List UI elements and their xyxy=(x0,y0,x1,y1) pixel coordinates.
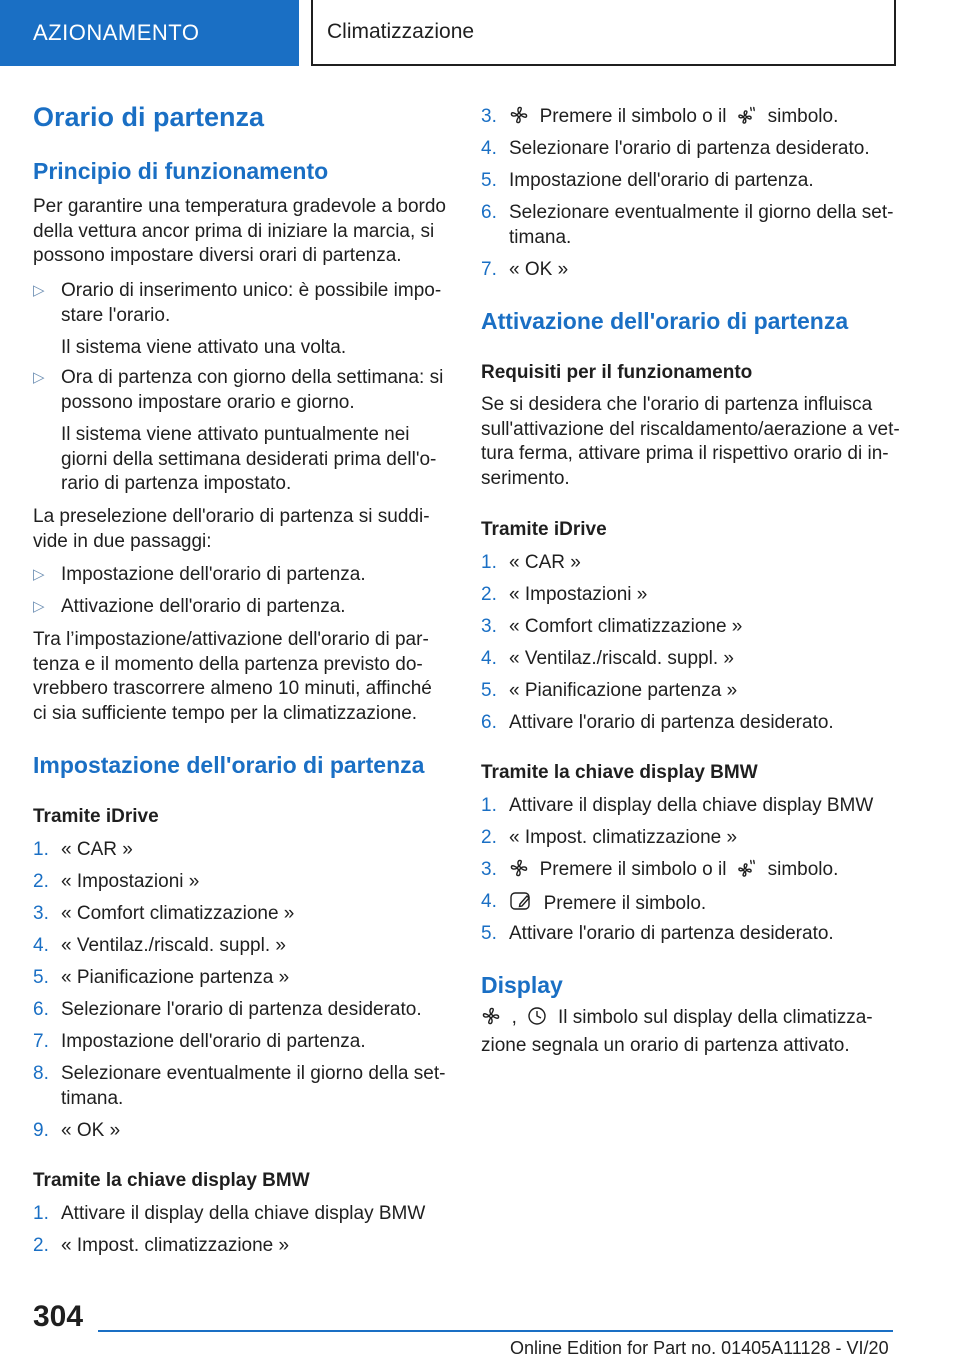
page-title: Orario di partenza xyxy=(33,102,265,132)
display-heading: Display xyxy=(481,972,563,998)
section-tab xyxy=(0,0,299,66)
preselection-paragraph: La preselezione dell'orario di partenza si suddi- vide in due passaggi: xyxy=(33,506,430,552)
fan-icon xyxy=(481,1006,501,1034)
idrive-heading: Tramite iDrive xyxy=(33,806,159,827)
chapter-label: Climatizzazione xyxy=(327,20,475,43)
intro-paragraph: Per garantire una temperatura gradevole a bordo della vettura ancor prima di iniziare la marcia, si possono impostare diversi orari di partenza. xyxy=(33,196,446,266)
fan-icon xyxy=(509,858,529,886)
page-number: 304 xyxy=(33,1300,84,1333)
setup-heading: Impostazione dell'orario di partenza xyxy=(33,752,425,778)
key-heading: Tramite la chiave display BMW xyxy=(33,1170,310,1191)
bullet-triangle-icon: ▷ xyxy=(33,598,45,615)
activation-heading: Attivazione dell'orario di partenza xyxy=(481,308,849,334)
idrive-heading: Tramite iDrive xyxy=(481,519,607,540)
key-heading: Tramite la chiave display BMW xyxy=(481,762,758,783)
principle-heading: Principio di funzionamento xyxy=(33,158,329,184)
bullet-triangle-icon: ▷ xyxy=(33,282,45,299)
fan-icon xyxy=(509,105,529,133)
clock-icon xyxy=(527,1006,547,1034)
timing-paragraph: Tra l’impostazione/attivazione dell'orario di par- tenza e il momento della partenza previsto do- vrebbero trascorrere almeno 10 minuti, affinché ci sia sufficiente tempo per la climatizzazione. xyxy=(33,629,432,724)
edit-icon xyxy=(509,890,533,920)
fan-heat-icon xyxy=(737,105,757,133)
footer-divider xyxy=(98,1330,893,1332)
bullet-triangle-icon: ▷ xyxy=(33,369,45,386)
chapter-tab xyxy=(311,0,896,66)
requirements-paragraph: Se si desidera che l'orario di partenza influisca sull'attivazione del riscaldamento/aerazione a vet- tura ferma, attivare prima il rispettivo orario di in- serimento. xyxy=(481,394,900,489)
display-paragraph: , Il simbolo sul display della climatizza- zione segnala un orario di partenza attivato. xyxy=(481,1007,873,1056)
requirements-heading: Requisiti per il funzionamento xyxy=(481,362,753,383)
edition-note: Online Edition for Part no. 01405A11128 - VI/20 xyxy=(510,1338,889,1358)
bullet-triangle-icon: ▷ xyxy=(33,566,45,583)
fan-heat-icon xyxy=(737,858,757,886)
section-label: AZIONAMENTO xyxy=(33,20,200,45)
